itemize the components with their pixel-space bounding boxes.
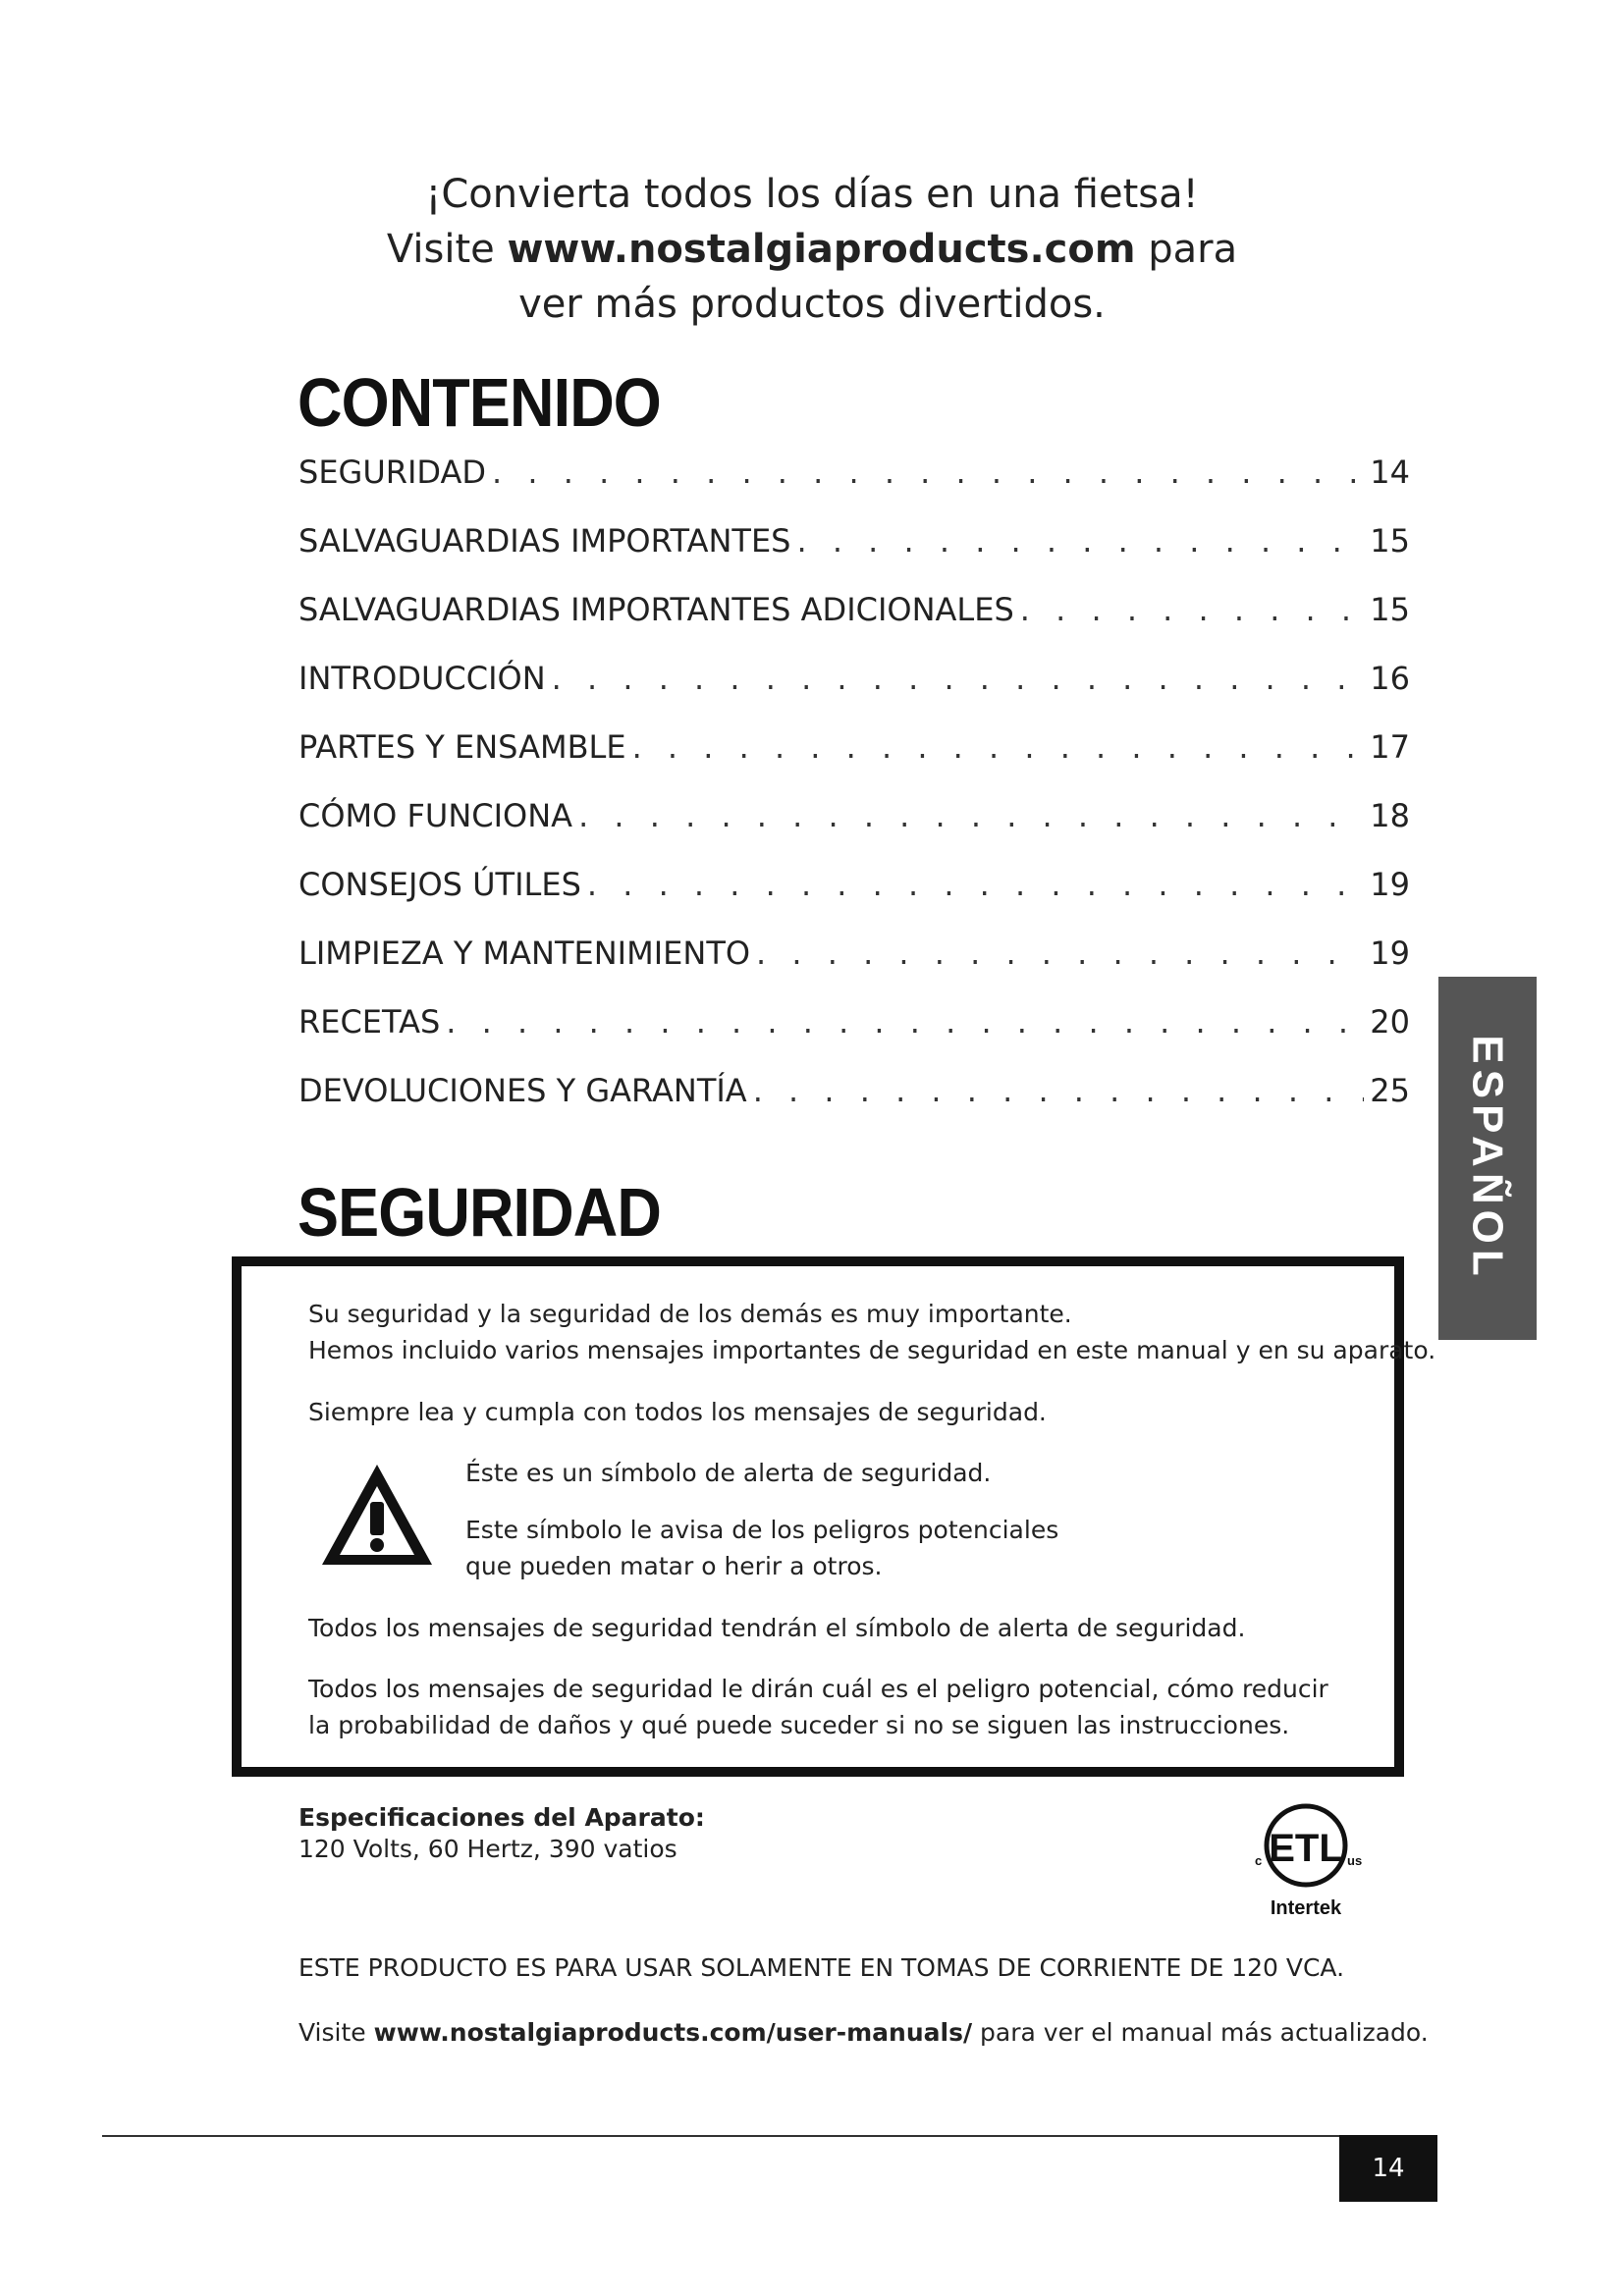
intro-line-3: ver más productos divertidos. xyxy=(518,282,1106,327)
symbol-description-2: Este símbolo le avisa de los peligros potenciales xyxy=(465,1516,1059,1544)
toc-entry-page: 25 xyxy=(1370,1072,1410,1109)
toc-entry[interactable] xyxy=(298,660,1410,728)
toc-leader-dots xyxy=(578,797,1364,834)
specs-value: 120 Volts, 60 Hertz, 390 vatios xyxy=(298,1835,677,1863)
visit-line: Visite www.nostalgiaproducts.com/user-manuals/ para ver el manual más actualizado. xyxy=(298,2018,1429,2047)
toc-entry-label: CÓMO FUNCIONA xyxy=(298,797,573,834)
toc-leader-dots xyxy=(632,728,1365,766)
toc-title: CONTENIDO xyxy=(298,364,661,441)
toc-leader-dots xyxy=(1020,591,1365,628)
toc-leader-dots xyxy=(756,934,1364,972)
toc-entry[interactable] xyxy=(298,797,1410,866)
symbol-description-3: que pueden matar o herir a otros. xyxy=(465,1552,883,1580)
toc-entry-label: LIMPIEZA Y MANTENIMIENTO xyxy=(298,934,751,972)
voltage-notice: ESTE PRODUCTO ES PARA USAR SOLAMENTE EN TOMAS DE CORRIENTE DE 120 VCA. xyxy=(298,1953,1345,1982)
toc-leader-dots xyxy=(446,1003,1364,1041)
toc-entry[interactable] xyxy=(298,522,1410,591)
toc-leader-dots xyxy=(552,660,1365,697)
safety-paragraph-2: Hemos incluido varios mensajes importantes de seguridad en este manual y en su aparato. xyxy=(308,1336,1436,1364)
toc-entry[interactable] xyxy=(298,1072,1410,1141)
table-of-contents xyxy=(298,454,1410,1141)
etl-us-mark: us xyxy=(1347,1853,1363,1868)
toc-entry[interactable] xyxy=(298,934,1410,1003)
safety-paragraph-4: Todos los mensajes de seguridad tendrán el símbolo de alerta de seguridad. xyxy=(308,1614,1246,1642)
toc-entry-label: INTRODUCCIÓN xyxy=(298,660,546,697)
toc-entry-page: 16 xyxy=(1370,660,1410,697)
intro-website-link[interactable]: www.nostalgiaproducts.com xyxy=(507,227,1136,272)
toc-entry-label: SALVAGUARDIAS IMPORTANTES xyxy=(298,522,791,560)
symbol-description-1: Éste es un símbolo de alerta de seguridad. xyxy=(465,1459,992,1487)
etl-listed-icon xyxy=(1245,1794,1373,1922)
toc-entry[interactable] xyxy=(298,866,1410,934)
intro-text xyxy=(0,167,1624,332)
specs-label: Especificaciones del Aparato: xyxy=(298,1803,705,1832)
intro-line-2: Visite www.nostalgiaproducts.com para xyxy=(386,227,1238,272)
page-number: 14 xyxy=(1339,2135,1437,2202)
toc-entry-label: CONSEJOS ÚTILES xyxy=(298,866,581,903)
toc-entry-label: PARTES Y ENSAMBLE xyxy=(298,728,626,766)
safety-paragraph-1: Su seguridad y la seguridad de los demás es muy importante. xyxy=(308,1300,1072,1328)
toc-entry-page: 15 xyxy=(1370,591,1410,628)
language-tab-label: ESPAÑOL xyxy=(1464,1035,1512,1282)
toc-entry-label: SALVAGUARDIAS IMPORTANTES ADICIONALES xyxy=(298,591,1014,628)
svg-text:ETL: ETL xyxy=(1269,1827,1343,1870)
safety-title: SEGURIDAD xyxy=(298,1174,661,1251)
appliance-specs xyxy=(298,1802,705,1865)
manuals-link[interactable]: www.nostalgiaproducts.com/user-manuals/ xyxy=(373,2018,973,2047)
toc-entry-page: 18 xyxy=(1370,797,1410,834)
toc-leader-dots xyxy=(587,866,1364,903)
safety-box xyxy=(232,1256,1436,1777)
toc-entry[interactable] xyxy=(298,454,1410,522)
warning-triangle-icon xyxy=(318,1461,436,1569)
toc-leader-dots xyxy=(492,454,1364,491)
toc-entry-page: 19 xyxy=(1370,866,1410,903)
etl-c-mark: c xyxy=(1255,1853,1263,1868)
toc-entry-page: 17 xyxy=(1370,728,1410,766)
toc-entry[interactable] xyxy=(298,591,1410,660)
toc-entry-label: SEGURIDAD xyxy=(298,454,487,491)
toc-entry-label: DEVOLUCIONES Y GARANTÍA xyxy=(298,1072,747,1109)
safety-paragraph-6: la probabilidad de daños y qué puede suceder si no se siguen las instrucciones. xyxy=(308,1711,1290,1739)
intro-line-1: ¡Convierta todos los días en una fietsa! xyxy=(425,172,1199,217)
toc-entry-page: 19 xyxy=(1370,934,1410,972)
language-tab xyxy=(1438,977,1537,1340)
toc-entry[interactable] xyxy=(298,728,1410,797)
toc-entry-page: 15 xyxy=(1370,522,1410,560)
toc-entry-page: 14 xyxy=(1370,454,1410,491)
toc-leader-dots xyxy=(753,1072,1365,1109)
toc-entry-page: 20 xyxy=(1370,1003,1410,1041)
safety-paragraph-5: Todos los mensajes de seguridad le dirán cuál es el peligro potencial, cómo reducir xyxy=(308,1675,1328,1703)
toc-leader-dots xyxy=(796,522,1364,560)
safety-paragraph-3: Siempre lea y cumpla con todos los mensajes de seguridad. xyxy=(308,1398,1047,1426)
toc-entry-label: RECETAS xyxy=(298,1003,441,1041)
toc-entry[interactable] xyxy=(298,1003,1410,1072)
footer-rule xyxy=(102,2135,1437,2137)
etl-intertek-label: Intertek xyxy=(1270,1897,1342,1919)
